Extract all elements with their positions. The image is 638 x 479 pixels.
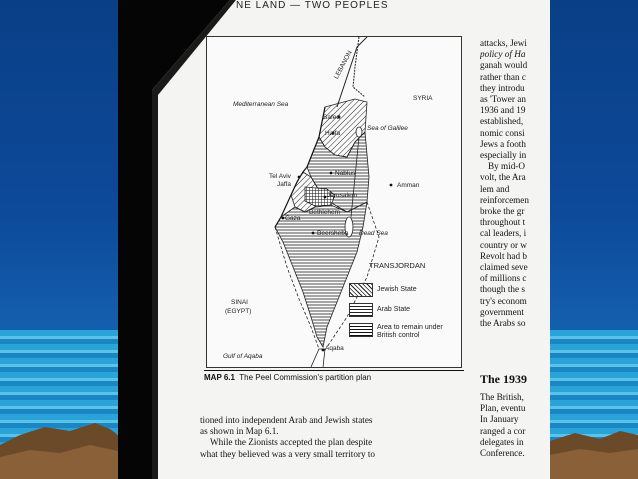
text-line: ganah would: [480, 60, 528, 71]
section-heading: The 1939: [480, 372, 528, 386]
legend-swatch-jewish: [349, 283, 373, 297]
label-mediterranean-sea: Mediterranean Sea: [233, 101, 289, 108]
text-line: Jews a footh: [480, 138, 526, 149]
text-line: Plan, eventu: [480, 403, 526, 414]
text-line: While the Zionists accepted the plan despite: [210, 437, 373, 448]
label-amman: Amman: [397, 182, 420, 189]
label-beersheba: Beersheba: [317, 230, 349, 237]
label-syria: SYRIA: [413, 95, 433, 102]
text-line: Revolt had b: [480, 250, 527, 261]
text-line: they introdu: [480, 82, 525, 93]
label-lebanon: LEBANON: [333, 49, 354, 81]
legend-label-arab: Arab State: [377, 306, 411, 313]
label-sinai: SINAI: [231, 299, 248, 306]
legend-label-british: Area to remain under British control: [377, 324, 443, 339]
text-line: Conference.: [480, 448, 525, 459]
label-jaffa: Jaffa: [277, 181, 291, 188]
right-column-text: [480, 38, 550, 329]
caption-number: MAP 6.1: [204, 373, 235, 382]
text-line: The British,: [480, 392, 524, 402]
caption-text: The Peel Commission's partition plan: [239, 373, 372, 382]
text-line: In January: [480, 414, 519, 425]
text-line: policy of Ha: [480, 49, 526, 60]
partition-map: [206, 36, 462, 368]
text-line: claimed seve: [480, 262, 528, 273]
legend-swatch-british: [349, 323, 373, 337]
text-line: cal leaders, i: [480, 228, 527, 239]
text-line: attacks, Jewi: [480, 38, 527, 48]
label-egypt: (EGYPT): [225, 308, 252, 315]
label-gulf-of-aqaba: Gulf of Aqaba: [223, 353, 263, 360]
text-line: reinforcemen: [480, 194, 529, 205]
text-line: established,: [480, 116, 524, 127]
scanned-book-page: [118, 0, 550, 479]
label-gaza: Gaza: [285, 215, 301, 222]
label-jerusalem: Jerusalem: [327, 192, 357, 199]
text-line: though the s: [480, 284, 525, 295]
text-line: tioned into independent Arab and Jewish states: [200, 415, 373, 425]
label-safed: Safed: [323, 114, 340, 121]
text-line: country or w: [480, 239, 527, 250]
text-line: broke the gr: [480, 206, 525, 217]
text-line: throughout t: [480, 217, 526, 228]
text-line: the Arabs so: [480, 318, 526, 329]
text-line: nomic consi: [480, 127, 525, 138]
legend-label-jewish: Jewish State: [377, 286, 417, 293]
right-column-text-2: [480, 392, 550, 459]
text-line: of millions c: [480, 273, 527, 284]
label-dead-sea: Dead Sea: [359, 230, 388, 237]
body-text-below-map: [200, 415, 462, 460]
label-haifa: Haifa: [325, 130, 341, 137]
map-drawing: [207, 37, 461, 367]
text-line: volt, the Ara: [480, 172, 526, 183]
label-sea-of-galilee: Sea of Galilee: [367, 125, 408, 132]
label-nablus: Nablus: [335, 170, 356, 177]
label-aqaba: Aqaba: [325, 345, 344, 352]
text-line: rather than c: [480, 71, 526, 82]
label-bethlehem: Bethlehem: [309, 209, 341, 216]
text-line: as 'Tower an: [480, 94, 526, 105]
text-line: government: [480, 306, 524, 317]
text-line: By mid-O: [488, 161, 526, 172]
text-line: ranged a cor: [480, 425, 526, 436]
text-line: delegates in: [480, 436, 524, 447]
map-caption: [204, 370, 464, 382]
running-title: NE LAND — TWO PEOPLES: [236, 0, 389, 11]
text-line: as shown in Map 6.1.: [200, 426, 279, 437]
text-line: try's econom: [480, 295, 527, 306]
label-tel-aviv: Tel Aviv: [269, 173, 291, 180]
text-line: lem and: [480, 183, 510, 194]
text-line: 1936 and 19: [480, 105, 526, 116]
label-transjordan: TRANSJORDAN: [369, 261, 426, 270]
text-line: what they believed was a very small territory to: [200, 448, 376, 459]
legend-swatch-arab: [349, 303, 373, 317]
text-line: especially in: [480, 150, 527, 161]
